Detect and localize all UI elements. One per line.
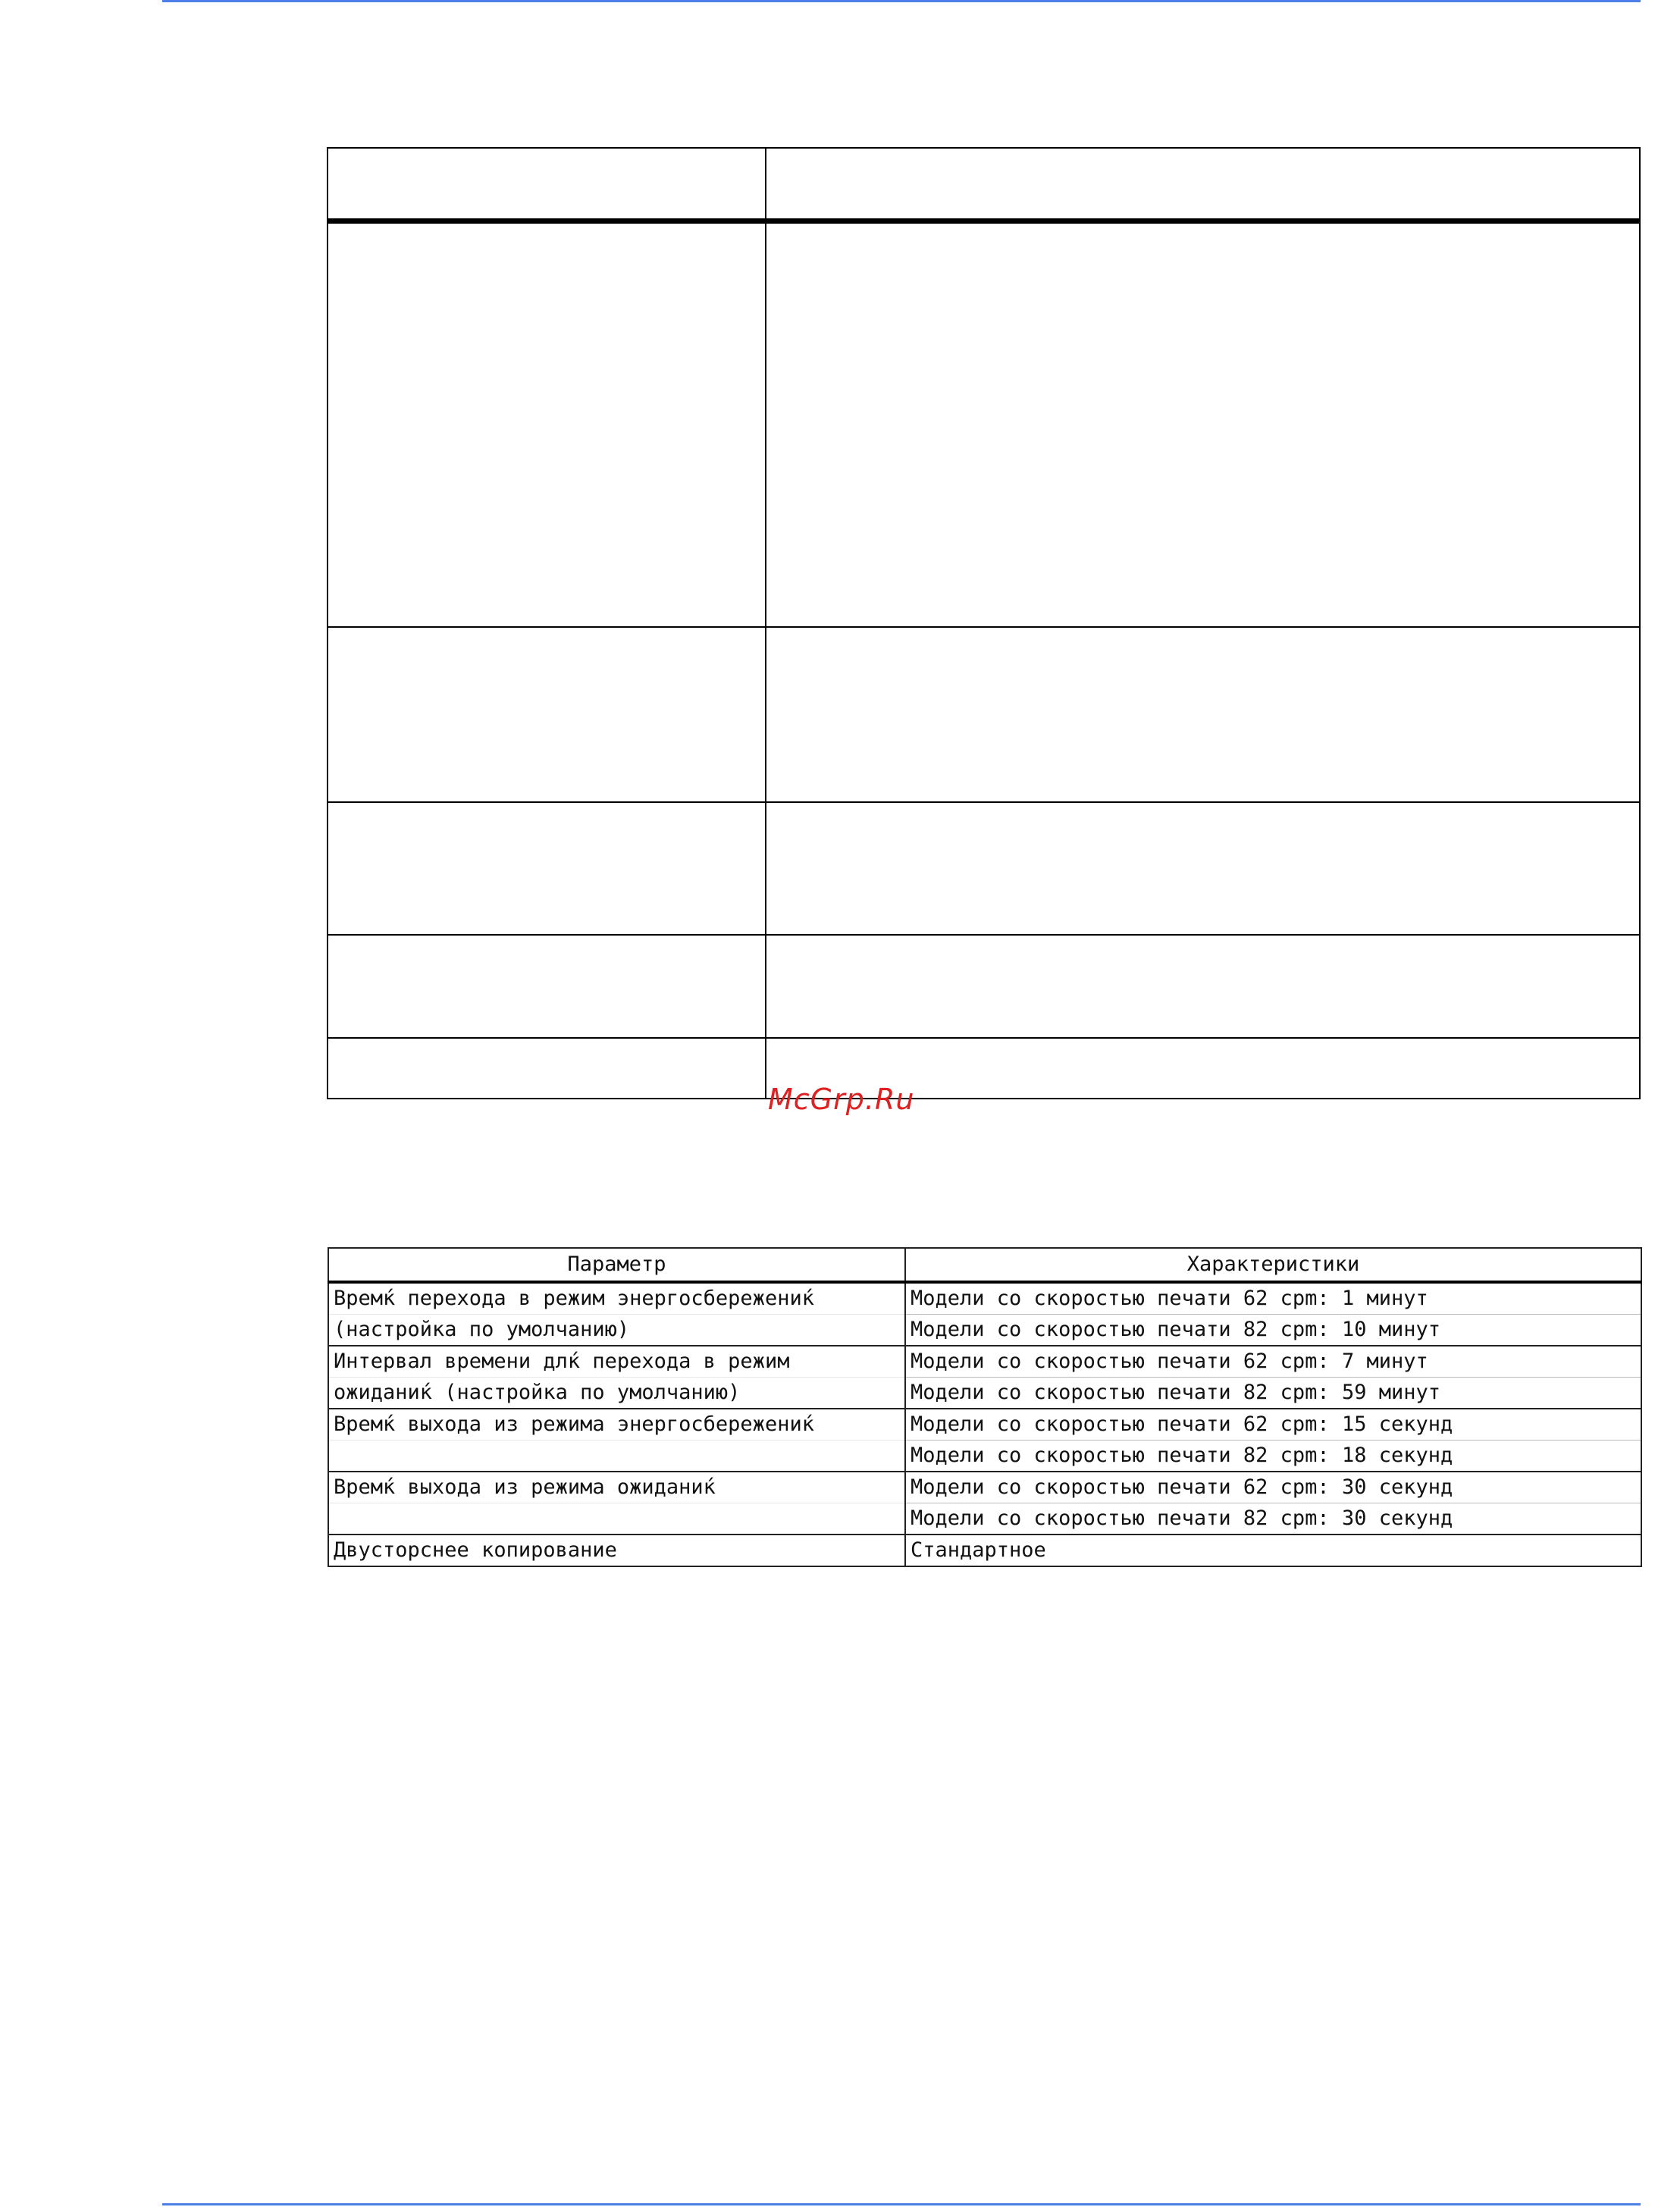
header-characteristics: Характеристики bbox=[905, 1248, 1641, 1282]
value-cell: Модели со скоростью печати 82 cpm: 10 минут bbox=[905, 1315, 1641, 1346]
table-header-row bbox=[328, 1248, 1641, 1282]
param-cell bbox=[328, 1441, 905, 1472]
param-cell: ожиданиќ (настройка по умолчанию) bbox=[328, 1378, 905, 1409]
table-row bbox=[328, 1378, 1641, 1409]
watermark: McGrp.Ru bbox=[768, 1083, 915, 1116]
footer-rule bbox=[162, 2203, 1641, 2205]
param-cell bbox=[328, 1503, 905, 1535]
row-divider bbox=[328, 934, 1639, 936]
value-cell: Модели со скоростью печати 62 cpm: 30 секунд bbox=[905, 1472, 1641, 1503]
header-divider bbox=[328, 218, 1639, 224]
value-cell: Модели со скоростью печати 62 cpm: 1 минут bbox=[905, 1282, 1641, 1315]
table-row bbox=[328, 1503, 1641, 1535]
value-cell: Модели со скоростью печати 62 cpm: 7 минут bbox=[905, 1346, 1641, 1378]
value-cell: Модели со скоростью печати 82 cpm: 18 секунд bbox=[905, 1441, 1641, 1472]
param-cell: Двусторснее копирование bbox=[328, 1535, 905, 1566]
value-cell: Модели со скоростью печати 82 cpm: 30 секунд bbox=[905, 1503, 1641, 1535]
table-row bbox=[328, 1282, 1641, 1315]
table-row bbox=[328, 1346, 1641, 1378]
header-rule bbox=[162, 0, 1641, 2]
param-cell: Времќ перехода в режим энергосбережениќ bbox=[328, 1282, 905, 1315]
table-row bbox=[328, 1472, 1641, 1503]
row-divider bbox=[328, 801, 1639, 803]
value-cell: Модели со скоростью печати 62 cpm: 15 секунд bbox=[905, 1409, 1641, 1441]
header-parameter: Параметр bbox=[328, 1248, 905, 1282]
table-row bbox=[328, 1315, 1641, 1346]
row-divider bbox=[328, 626, 1639, 628]
param-cell: (настройка по умолчанию) bbox=[328, 1315, 905, 1346]
param-cell: Времќ выхода из режима энергосбережениќ bbox=[328, 1409, 905, 1441]
param-cell: Интервал времени длќ перехода в режим bbox=[328, 1346, 905, 1378]
value-cell: Модели со скоростью печати 82 cpm: 59 минут bbox=[905, 1378, 1641, 1409]
empty-table bbox=[327, 147, 1641, 1099]
spec-table bbox=[328, 1247, 1642, 1567]
column-divider bbox=[765, 149, 766, 1098]
table-row bbox=[328, 1441, 1641, 1472]
value-cell: Стандартное bbox=[905, 1535, 1641, 1566]
row-divider bbox=[328, 1037, 1639, 1039]
table-row bbox=[328, 1409, 1641, 1441]
table-row bbox=[328, 1535, 1641, 1566]
param-cell: Времќ выхода из режима ожиданиќ bbox=[328, 1472, 905, 1503]
